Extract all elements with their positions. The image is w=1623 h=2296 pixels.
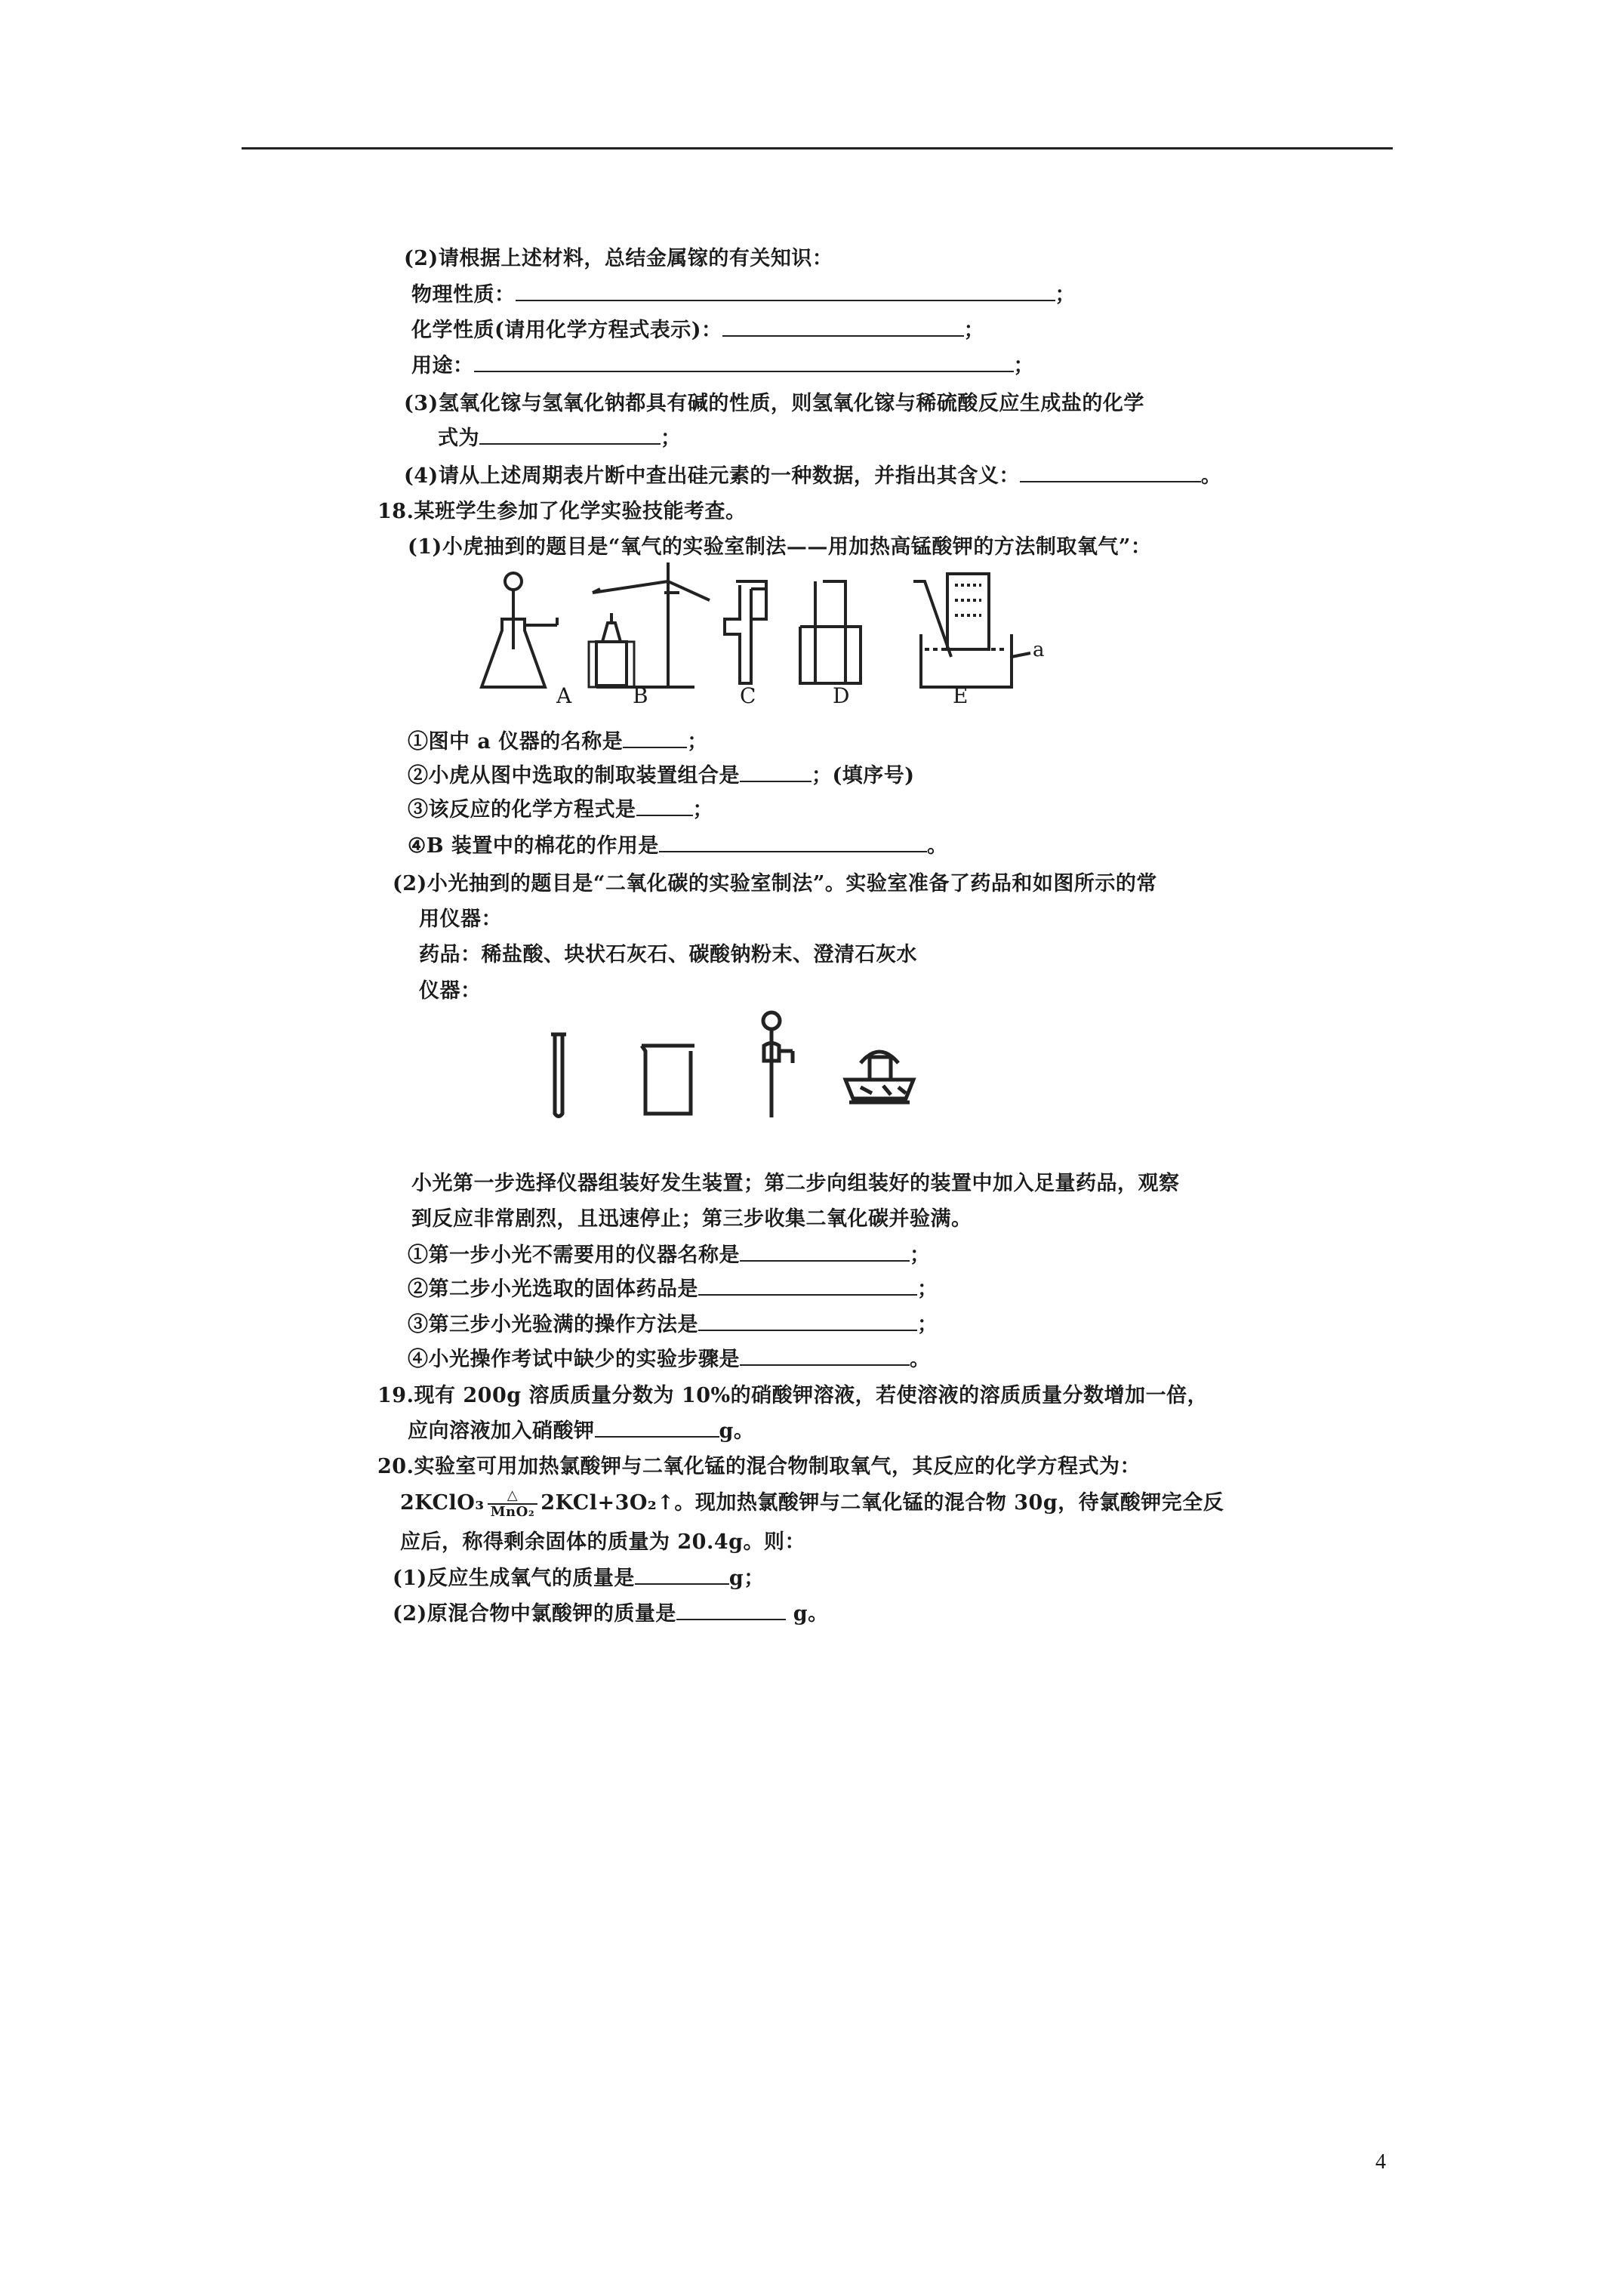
q17-part3-line2: 式为 ； (438, 421, 682, 451)
apparatus-b-heating (589, 562, 710, 687)
page-number: 4 (1375, 2150, 1386, 2174)
q18-instruments: 仪器： (419, 979, 482, 1003)
equation-left: 2KClO₃ (400, 1491, 485, 1515)
q18-desc-line1: 小光第一步选择仪器组装好发生装置；第二步向组装好的装置中加入足量药品，观察 (411, 1172, 1180, 1195)
q20-line1: 20.实验室可用加热氯酸钾与二氧化锰的混合物制取氧气，其反应的化学方程式为： (377, 1455, 1141, 1478)
equation-right: 2KCl+3O₂↑ (540, 1491, 675, 1515)
apparatus-label-b: B (633, 683, 648, 708)
apparatus-c-tube (725, 581, 766, 683)
q18-part2-line2: 用仪器： (419, 908, 502, 931)
q17-physical: 物理性质： ； (411, 278, 1076, 307)
q20-line3: 应后，称得剩余固体的质量为 20.4g。则： (400, 1530, 806, 1554)
q18-title: 18.某班学生参加了化学实验技能考查。 (377, 500, 747, 523)
q19-line1: 19.现有 200g 溶质质量分数为 10%的硝酸钾溶液，若使溶液的溶质质量分数增加一倍， (377, 1384, 1209, 1407)
q17-part4: (4)请从上述周期表片断中查出硅元素的一种数据，并指出其含义： 。 (404, 459, 1221, 488)
q17-chemical: 化学性质(请用化学方程式表示)： ； (411, 313, 984, 343)
reaction-condition: $\frac{\triangle}{\text{MnO₂}}$ (488, 1488, 538, 1520)
q18-p2-q2: ②第二步小光选取的固体药品是 ； (408, 1272, 938, 1302)
q18-desc-line2: 到反应非常剧烈，且迅速停止；第三步收集二氧化碳并验满。 (411, 1207, 972, 1231)
apparatus-a-flask (482, 573, 557, 687)
apparatus-label-small-a: a (1033, 639, 1045, 661)
apparatus-d-bottle (800, 581, 861, 683)
q18-p1-q3: ③该反应的化学方程式是 ； (408, 793, 713, 822)
q18-p2-q1: ①第一步小光不需要用的仪器名称是 ； (408, 1238, 931, 1268)
q20-sub2: (2)原混合物中氯酸钾的质量是 g。 (393, 1597, 829, 1626)
q20-sub1: (1)反应生成氧气的质量是 g； (393, 1561, 765, 1591)
q18-p2-q3: ③第三步小光验满的操作方法是 ； (408, 1308, 938, 1337)
q20-equation-line: 2KClO₃ $\frac{\triangle}{\text{MnO₂}}$ 2KCl+3O₂↑。现加热氯酸钾与二氧化锰的混合物 30g，待氯酸钾完全反 (400, 1487, 1224, 1520)
apparatus-label-d: D (833, 683, 850, 708)
header-rule (242, 147, 1393, 149)
q18-p1-q2: ②小虎从图中选取的制取装置组合是 ；(填序号) (408, 759, 915, 788)
apparatus-e-trough (913, 574, 1030, 687)
q18-part2-line1: (2)小光抽到的题目是“二氧化碳的实验室制法”。实验室准备了药品和如图所示的常 (393, 872, 1157, 895)
q18-p1-q1: ①图中 a 仪器的名称是 ； (408, 725, 708, 754)
q18-reagents: 药品：稀盐酸、块状石灰石、碳酸钠粉末、澄清石灰水 (419, 943, 917, 966)
q17-part3-line1: (3)氢氧化镓与氢氧化钠都具有碱的性质，则氢氧化镓与稀硫酸反应生成盐的化学 (404, 392, 1144, 415)
q18-part1-intro: (1)小虎抽到的题目是“氧气的实验室制法——用加热高锰酸钾的方法制取氧气”： (408, 535, 1152, 559)
beaker-icon (642, 1046, 694, 1114)
q19-line2: 应向溶液加入硝酸钾 g。 (408, 1414, 754, 1444)
oxygen-apparatus-figure (468, 559, 1042, 702)
apparatus-label-a: A (556, 683, 572, 708)
q18-p1-q4: ④B 装置中的棉花的作用是 。 (408, 829, 947, 858)
apparatus-label-e: E (953, 683, 969, 708)
apparatus-label-c: C (740, 683, 756, 708)
co2-instruments-figure (528, 1004, 951, 1125)
test-tube-icon (551, 1034, 566, 1117)
q17-part2-intro: (2)请根据上述材料，总结金属镓的有关知识： (404, 247, 833, 270)
q18-p2-q4: ④小光操作考试中缺少的实验步骤是 。 (408, 1342, 931, 1372)
alcohol-lamp-icon (845, 1052, 913, 1102)
q17-use: 用途： ； (411, 349, 1034, 378)
separatory-funnel-icon (763, 1012, 793, 1117)
